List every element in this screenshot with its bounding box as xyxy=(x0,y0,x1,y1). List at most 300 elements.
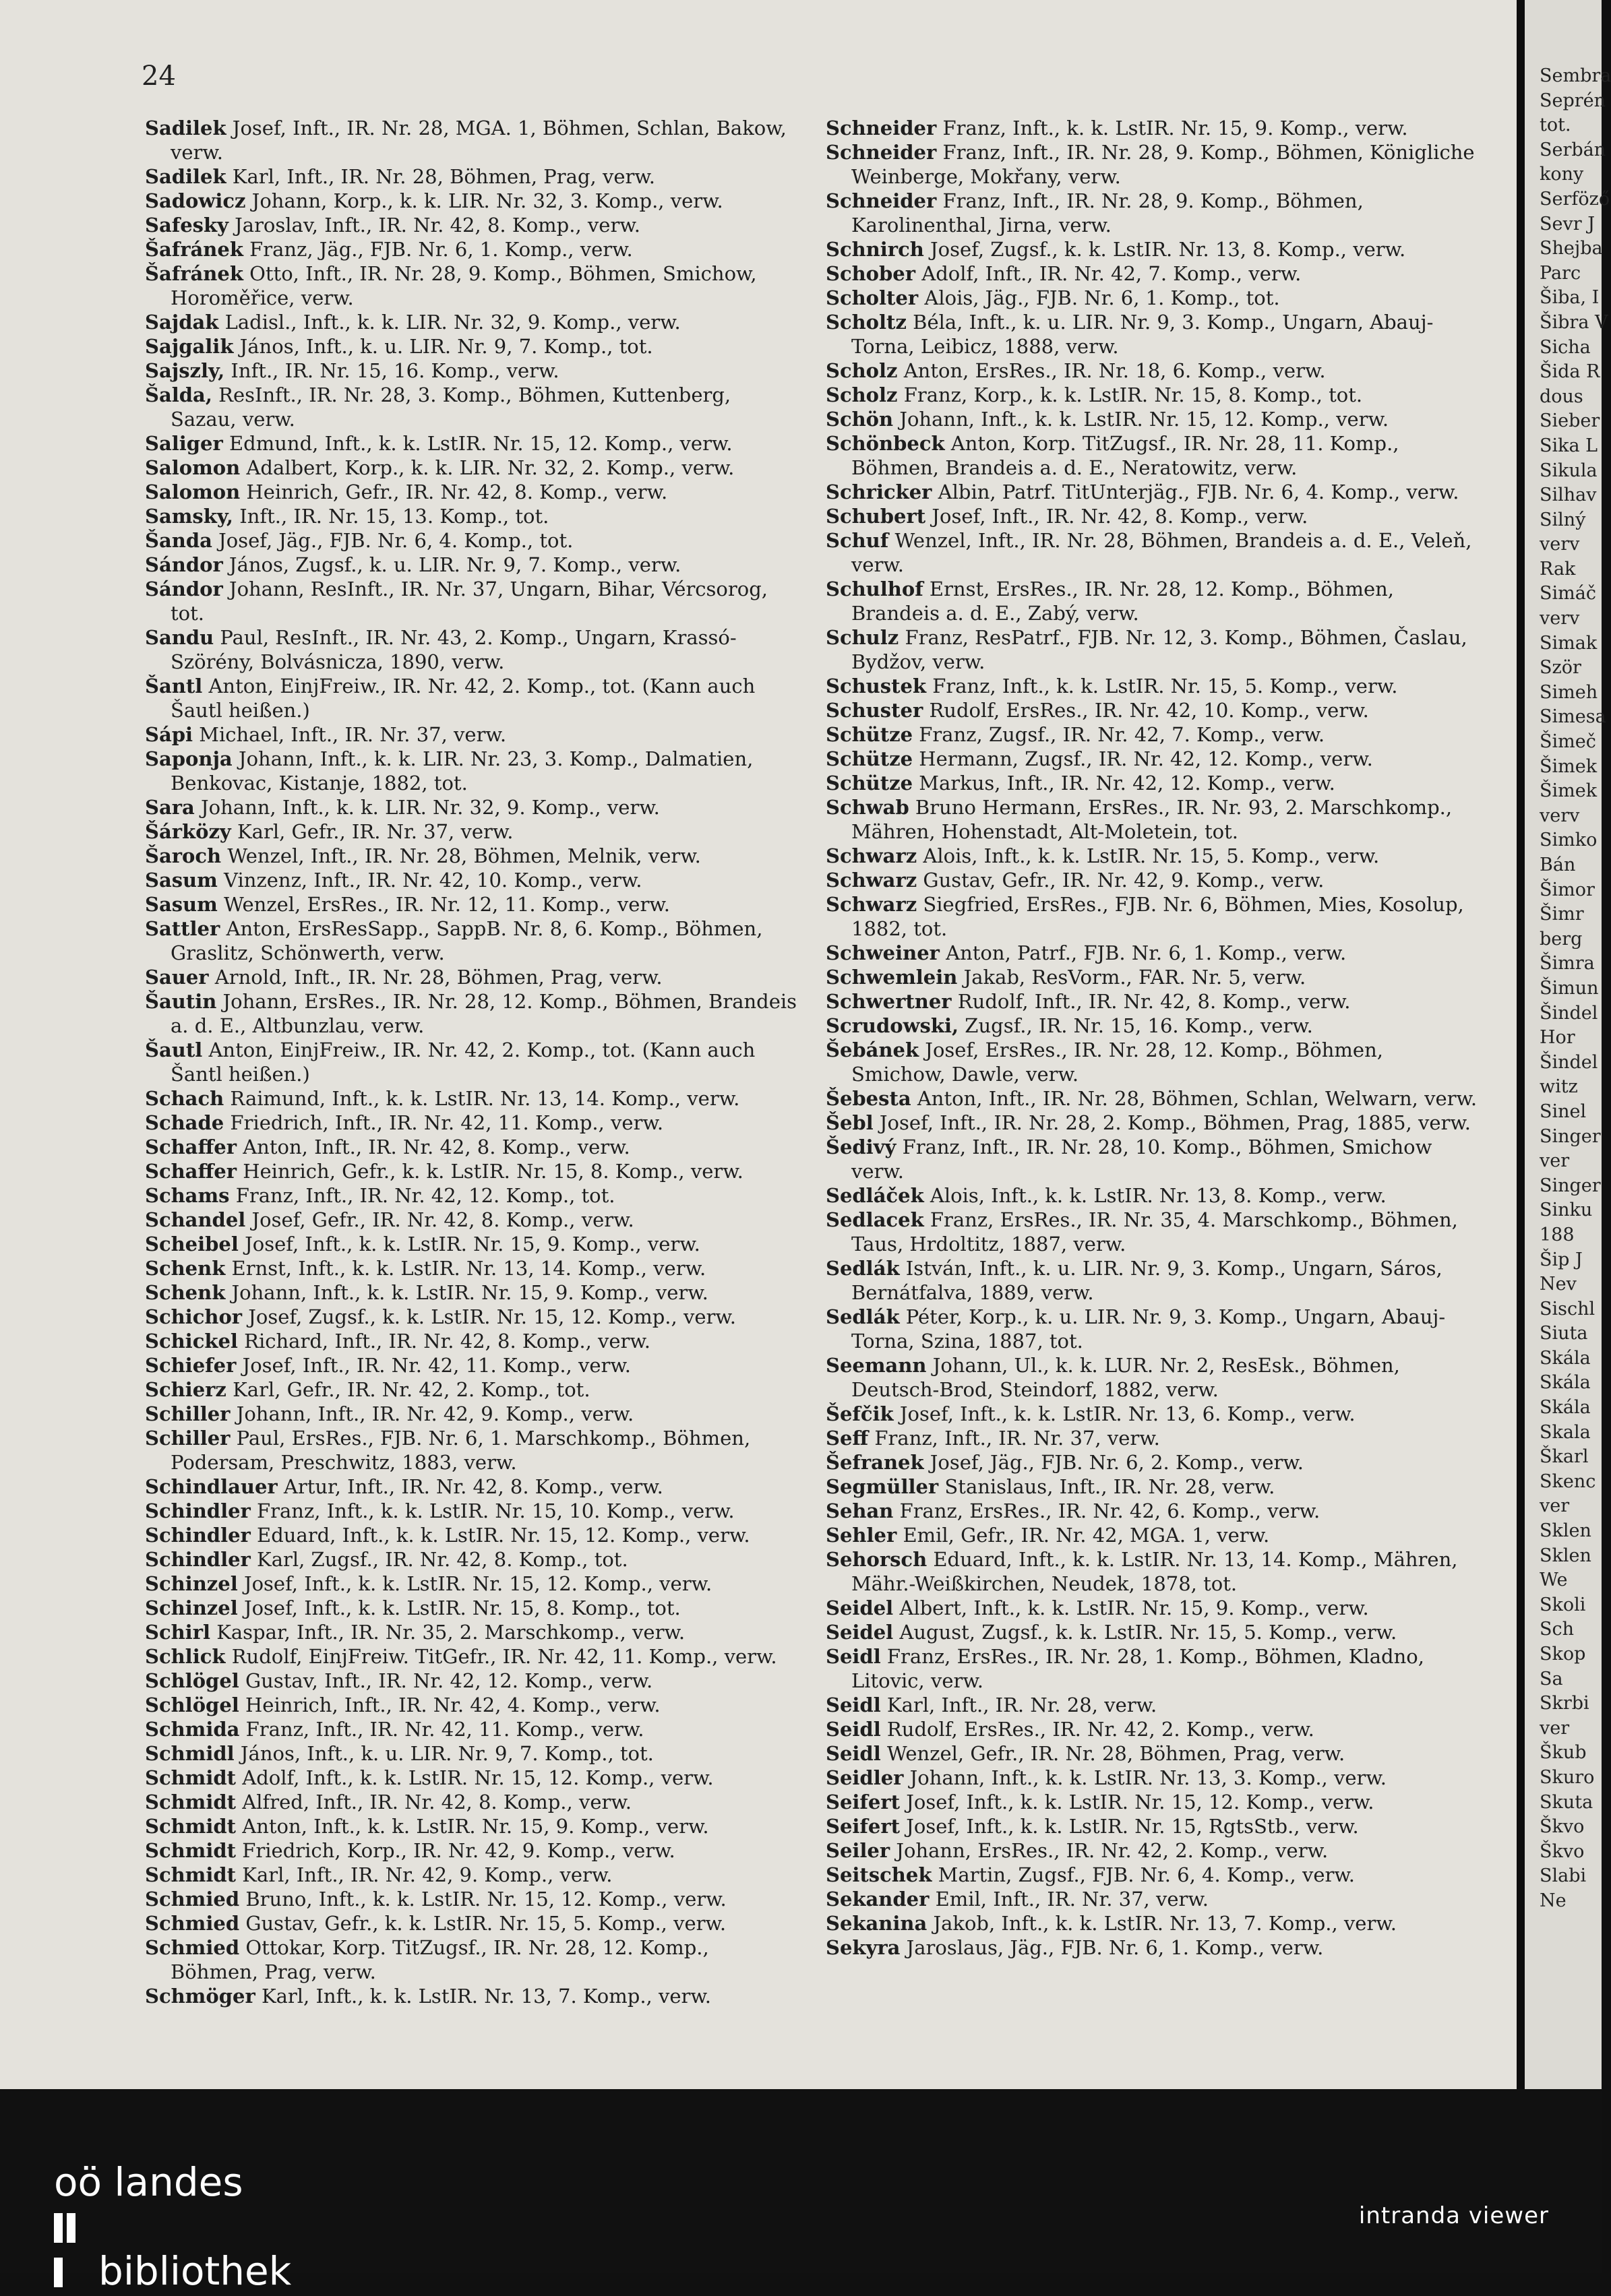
entry-surname: Sajgalik xyxy=(145,335,234,358)
logo-line-1: oö landes xyxy=(54,2159,243,2205)
entry-details: Heinrich, Inft., IR. Nr. 42, 4. Komp., verw. xyxy=(239,1694,661,1716)
entry-surname: Sehan xyxy=(826,1499,894,1522)
entry-details: Karl, Inft., k. k. LstIR. Nr. 13, 7. Komp., verw. xyxy=(255,1985,711,2008)
entry-details: Bruno, Inft., k. k. LstIR. Nr. 15, 12. Komp., verw. xyxy=(239,1888,727,1911)
list-entry xyxy=(145,625,799,674)
entry-surname: Seifert xyxy=(826,1791,901,1813)
entry-surname: Šafránek xyxy=(145,262,243,285)
entry-surname: Sajszly, xyxy=(145,359,225,382)
adjacent-page-fragment: Sch xyxy=(1540,1619,1575,1640)
entry-surname: Schulz xyxy=(826,626,899,649)
entry-surname: Scholz xyxy=(826,383,898,406)
entry-surname: Schneider xyxy=(826,189,937,212)
entry-details: Rudolf, ErsRes., IR. Nr. 42, 2. Komp., verw. xyxy=(880,1718,1314,1741)
list-entry xyxy=(826,1911,1480,1935)
entry-surname: Schmida xyxy=(145,1718,240,1741)
entry-surname: Schwertner xyxy=(826,990,952,1013)
list-entry xyxy=(145,1838,799,1863)
entry-surname: Sekanina xyxy=(826,1912,928,1935)
entry-details: Josef, Inft., k. k. LstIR. Nr. 15, 12. Komp., verw. xyxy=(900,1791,1374,1813)
entry-details: Jakab, ResVorm., FAR. Nr. 5, verw. xyxy=(957,966,1306,989)
list-entry xyxy=(145,989,799,1038)
viewer-label[interactable]: intranda viewer xyxy=(1358,2202,1549,2229)
entry-surname: Schütze xyxy=(826,747,913,770)
entry-details: Anton, EinjFreiw., IR. Nr. 42, 2. Komp., tot. (Kann auch Šantl heißen.) xyxy=(171,1038,756,1086)
list-entry xyxy=(145,334,799,359)
entry-surname: Scholz xyxy=(826,359,898,382)
entry-details: Wenzel, Gefr., IR. Nr. 28, Böhmen, Prag, verw. xyxy=(880,1742,1345,1765)
list-entry xyxy=(826,795,1480,844)
entry-details: Heinrich, Gefr., k. k. LstIR. Nr. 15, 8. Komp., verw. xyxy=(237,1160,743,1183)
adjacent-page-fragment: We xyxy=(1540,1570,1568,1591)
list-entry xyxy=(826,1717,1480,1741)
entry-surname: Schulhof xyxy=(826,578,923,600)
entry-surname: Schwemlein xyxy=(826,966,958,989)
adjacent-page-fragment: Skála xyxy=(1540,1372,1591,1394)
entry-surname: Schmidl xyxy=(145,1742,235,1765)
entry-details: Zugsf., IR. Nr. 15, 16. Komp., verw. xyxy=(959,1014,1313,1037)
list-entry xyxy=(826,237,1480,261)
entry-surname: Schams xyxy=(145,1184,230,1207)
entry-surname: Sattler xyxy=(145,917,220,940)
entry-surname: Schuf xyxy=(826,529,889,552)
adjacent-page-fragment: Skála xyxy=(1540,1347,1591,1369)
adjacent-page-fragment: Šibra V xyxy=(1540,311,1608,333)
list-entry xyxy=(145,480,799,504)
adjacent-page-fragment: Skoli xyxy=(1540,1594,1586,1615)
entry-details: Alois, Jäg., FJB. Nr. 6, 1. Komp., tot. xyxy=(918,286,1280,309)
list-entry xyxy=(145,504,799,528)
entry-details: Anton, Inft., IR. Nr. 28, Böhmen, Schlan, Welwarn, verw. xyxy=(911,1087,1478,1110)
list-entry xyxy=(826,1863,1480,1887)
adjacent-page-fragment: Siuta xyxy=(1540,1323,1588,1344)
list-entry xyxy=(826,1499,1480,1523)
list-entry xyxy=(826,625,1480,674)
adjacent-page-fragment: Šindel xyxy=(1540,1051,1598,1073)
entry-details: Adolf, Inft., k. k. LstIR. Nr. 15, 12. Komp., verw. xyxy=(236,1766,714,1789)
entry-details: János, Zugsf., k. u. LIR. Nr. 9, 7. Komp., verw. xyxy=(222,553,681,576)
adjacent-page-fragment: ver xyxy=(1540,1717,1570,1739)
adjacent-page-fragment: Sika L xyxy=(1540,435,1598,456)
entry-details: Anton, ErsResSapp., SappB. Nr. 8, 6. Komp., Böhmen, Graslitz, Schönwerth, verw. xyxy=(171,917,763,964)
list-entry xyxy=(145,553,799,577)
entry-details: Adalbert, Korp., k. k. LIR. Nr. 32, 2. Komp., verw. xyxy=(240,456,735,479)
adjacent-page-fragment: Škvo xyxy=(1540,1840,1585,1862)
entry-details: Karl, Inft., IR. Nr. 42, 9. Komp., verw. xyxy=(236,1863,613,1886)
adjacent-page-fragment: Sischl xyxy=(1540,1298,1595,1320)
entry-surname: Schmied xyxy=(145,1912,240,1935)
entry-details: Gustav, Gefr., IR. Nr. 42, 9. Komp., verw. xyxy=(917,869,1325,892)
entry-surname: Sara xyxy=(145,796,195,819)
adjacent-page-fragment: Šip J xyxy=(1540,1249,1583,1270)
entry-surname: Seff xyxy=(826,1427,869,1450)
list-entry xyxy=(145,1499,799,1523)
entry-details: Johann, ResInft., IR. Nr. 37, Ungarn, Bihar, Vércsorog, tot. xyxy=(171,578,768,625)
list-entry xyxy=(826,1766,1480,1790)
entry-details: Franz, Jäg., FJB. Nr. 6, 1. Komp., verw. xyxy=(243,238,633,261)
entry-surname: Sekander xyxy=(826,1888,930,1911)
list-entry xyxy=(826,310,1480,359)
list-entry xyxy=(145,1208,799,1232)
entry-details: Wenzel, Inft., IR. Nr. 28, Böhmen, Melnik, verw. xyxy=(221,844,701,867)
entry-surname: Sándor xyxy=(145,553,223,576)
entry-details: Karl, Inft., IR. Nr. 28, Böhmen, Prag, verw. xyxy=(226,165,655,188)
list-entry xyxy=(145,747,799,795)
list-entry xyxy=(145,359,799,383)
adjacent-page-fragment: Šimr xyxy=(1540,904,1584,925)
entry-surname: Schenk xyxy=(145,1281,226,1304)
adjacent-page-fragment: verv xyxy=(1540,805,1580,826)
adjacent-page-fragment: verv xyxy=(1540,608,1580,629)
entry-surname: Schlick xyxy=(145,1645,226,1668)
entry-details: János, Inft., k. u. LIR. Nr. 9, 7. Komp., tot. xyxy=(234,1742,654,1765)
entry-details: Karl, Gefr., IR. Nr. 37, verw. xyxy=(231,820,514,843)
entry-surname: Šantl xyxy=(145,675,203,697)
list-entry xyxy=(145,1475,799,1499)
entry-surname: Schickel xyxy=(145,1330,238,1353)
list-entry xyxy=(145,1596,799,1620)
entry-details: Friedrich, Korp., IR. Nr. 42, 9. Komp., verw. xyxy=(236,1839,675,1862)
adjacent-page-fragment: Silhav xyxy=(1540,485,1597,506)
list-entry xyxy=(826,1887,1480,1911)
list-entry xyxy=(826,1402,1480,1426)
adjacent-page-fragment: Singer xyxy=(1540,1175,1601,1196)
entry-details: Johann, Ul., k. k. LUR. Nr. 2, ResEsk., Böhmen, Deutsch-Brod, Steindorf, 1882, verw. xyxy=(851,1354,1400,1401)
entry-surname: Schmidt xyxy=(145,1766,237,1789)
entry-surname: Schmied xyxy=(145,1936,240,1959)
adjacent-page-fragment: Šimun xyxy=(1540,977,1599,999)
list-entry xyxy=(145,917,799,965)
entry-surname: Schwarz xyxy=(826,844,917,867)
entry-details: Josef, Inft., k. k. LstIR. Nr. 13, 6. Komp., verw. xyxy=(893,1402,1356,1425)
entry-details: Franz, Zugsf., IR. Nr. 42, 7. Komp., verw. xyxy=(913,723,1325,746)
list-entry xyxy=(145,237,799,261)
entry-details: Josef, Inft., IR. Nr. 42, 8. Komp., verw. xyxy=(925,505,1308,528)
adjacent-page-fragment: Sembra xyxy=(1540,65,1611,86)
list-entry xyxy=(145,844,799,868)
entry-details: Wenzel, ErsRes., IR. Nr. 12, 11. Komp., verw. xyxy=(217,893,670,916)
list-entry xyxy=(826,1111,1480,1135)
entry-details: Anton, ErsRes., IR. Nr. 18, 6. Komp., verw. xyxy=(897,359,1326,382)
entry-surname: Scholtz xyxy=(826,311,907,334)
list-entry xyxy=(826,1838,1480,1863)
adjacent-page-fragment: Šimeč xyxy=(1540,731,1596,753)
entry-details: Emil, Inft., IR. Nr. 37, verw. xyxy=(929,1888,1209,1911)
entry-details: Siegfried, ErsRes., FJB. Nr. 6, Böhmen, Mies, Kosolup, 1882, tot. xyxy=(851,893,1464,940)
entry-details: Anton, Inft., k. k. LstIR. Nr. 15, 9. Komp., verw. xyxy=(236,1815,709,1838)
adjacent-page-fragment: verv xyxy=(1540,534,1580,555)
entry-details: Josef, Gefr., IR. Nr. 42, 8. Komp., verw. xyxy=(245,1208,634,1231)
list-entry xyxy=(826,431,1480,480)
list-entry xyxy=(826,1741,1480,1766)
entry-surname: Šautin xyxy=(145,990,217,1013)
list-entry xyxy=(145,1523,799,1547)
adjacent-page-fragment: Skuro xyxy=(1540,1766,1595,1788)
entry-details: Bruno Hermann, ErsRes., IR. Nr. 93, 2. Marschkomp., Mähren, Hohenstadt, Alt-Moletein, tot. xyxy=(851,796,1453,843)
entry-details: Franz, Inft., k. k. LstIR. Nr. 15, 5. Komp., verw. xyxy=(926,675,1398,697)
adjacent-page-fragment: Bán xyxy=(1540,855,1576,875)
entry-details: Josef, Inft., k. k. LstIR. Nr. 15, 9. Komp., verw. xyxy=(238,1233,700,1255)
entry-surname: Scholter xyxy=(826,286,919,309)
entry-surname: Schmidt xyxy=(145,1863,237,1886)
entry-surname: Šautl xyxy=(145,1038,203,1061)
entry-details: Josef, Inft., IR. Nr. 42, 11. Komp., verw. xyxy=(236,1354,631,1377)
entry-details: Anton, Inft., IR. Nr. 42, 8. Komp., verw. xyxy=(237,1136,630,1158)
entry-details: Franz, ErsRes., IR. Nr. 28, 1. Komp., Böhmen, Kladno, Litovic, verw. xyxy=(851,1645,1424,1692)
entry-details: Anton, EinjFreiw., IR. Nr. 42, 2. Komp., tot. (Kann auch Šautl heißen.) xyxy=(171,675,756,722)
list-entry xyxy=(145,1717,799,1741)
list-entry xyxy=(826,1426,1480,1450)
list-entry xyxy=(145,164,799,189)
entry-details: August, Zugsf., k. k. LstIR. Nr. 15, 5. Komp., verw. xyxy=(893,1621,1397,1644)
list-entry xyxy=(145,1135,799,1159)
list-entry xyxy=(826,407,1480,431)
right-column xyxy=(826,116,1480,1960)
entry-details: Franz, Inft., IR. Nr. 28, 9. Komp., Böhmen, Karolinenthal, Jirna, verw. xyxy=(851,189,1364,237)
entry-surname: Schichor xyxy=(145,1305,243,1328)
entry-surname: Šaroch xyxy=(145,844,222,867)
list-entry xyxy=(826,868,1480,892)
adjacent-page-edge xyxy=(1525,0,1611,2089)
entry-surname: Schön xyxy=(826,408,894,431)
list-entry xyxy=(826,1523,1480,1547)
list-entry xyxy=(145,1038,799,1086)
entry-details: Eduard, Inft., k. k. LstIR. Nr. 13, 14. Komp., Mähren, Mähr.-Weißkirchen, Neudek, 1878, tot. xyxy=(851,1548,1458,1595)
entry-details: Johann, Korp., k. k. LIR. Nr. 32, 3. Komp., verw. xyxy=(245,189,723,212)
entry-surname: Sedláček xyxy=(826,1184,924,1207)
list-entry xyxy=(826,1135,1480,1183)
list-entry xyxy=(145,1814,799,1838)
entry-details: Rudolf, ErsRes., IR. Nr. 42, 10. Komp., verw. xyxy=(923,699,1369,722)
entry-surname: Schaffer xyxy=(145,1160,237,1183)
entry-details: Raimund, Inft., k. k. LstIR. Nr. 13, 14. Komp., verw. xyxy=(224,1087,740,1110)
entry-surname: Salomon xyxy=(145,480,241,503)
entry-details: Artur, Inft., IR. Nr. 42, 8. Komp., verw. xyxy=(277,1475,663,1498)
list-entry xyxy=(145,1329,799,1353)
entry-surname: Sadowicz xyxy=(145,189,246,212)
entry-details: Josef, Inft., IR. Nr. 28, 2. Komp., Böhmen, Prag, 1885, verw. xyxy=(873,1111,1471,1134)
list-entry xyxy=(145,868,799,892)
list-entry xyxy=(826,1693,1480,1717)
adjacent-page-fragment: Simeh xyxy=(1540,681,1598,703)
list-entry xyxy=(145,1863,799,1887)
entry-details: Johann, Inft., k. k. LstIR. Nr. 15, 12. Komp., verw. xyxy=(893,408,1389,431)
entry-surname: Schütze xyxy=(826,723,913,746)
entry-surname: Samsky, xyxy=(145,505,234,528)
entry-surname: Salomon xyxy=(145,456,241,479)
adjacent-page-fragment: Skala xyxy=(1540,1421,1591,1443)
list-entry xyxy=(826,286,1480,310)
list-entry xyxy=(145,722,799,747)
entry-surname: Seidl xyxy=(826,1694,881,1716)
list-entry xyxy=(145,1402,799,1426)
entry-details: Josef, Inft., k. k. LstIR. Nr. 15, 12. Komp., verw. xyxy=(237,1572,712,1595)
adjacent-page-fragment: Sa xyxy=(1540,1668,1563,1689)
adjacent-page-fragment: Šimek xyxy=(1540,755,1598,777)
entry-surname: Sandu xyxy=(145,626,214,649)
list-entry xyxy=(145,795,799,819)
list-entry xyxy=(826,1620,1480,1644)
adjacent-page-fragment: Serföző xyxy=(1540,188,1610,210)
list-entry xyxy=(826,1475,1480,1499)
entry-surname: Schönbeck xyxy=(826,432,945,455)
entry-surname: Schlögel xyxy=(145,1694,239,1716)
entry-surname: Schnirch xyxy=(826,238,924,261)
entry-surname: Sándor xyxy=(145,578,223,600)
list-entry xyxy=(145,1644,799,1669)
entry-details: Franz, ErsRes., IR. Nr. 42, 6. Komp., verw. xyxy=(893,1499,1320,1522)
entry-surname: Schinzel xyxy=(145,1596,238,1619)
logo-bars-icon xyxy=(54,2207,92,2237)
entry-details: Franz, Inft., IR. Nr. 37, verw. xyxy=(868,1427,1160,1450)
entry-details: Karl, Inft., IR. Nr. 28, verw. xyxy=(880,1694,1157,1716)
list-entry xyxy=(145,1305,799,1329)
list-entry xyxy=(145,1887,799,1911)
entry-details: Ernst, ErsRes., IR. Nr. 28, 12. Komp., Böhmen, Brandeis a. d. E., Zabý, verw. xyxy=(851,578,1395,625)
entry-details: Jakob, Inft., k. k. LstIR. Nr. 13, 7. Komp., verw. xyxy=(927,1912,1397,1935)
entry-details: Albert, Inft., k. k. LstIR. Nr. 15, 9. Komp., verw. xyxy=(893,1596,1369,1619)
list-entry xyxy=(826,941,1480,965)
entry-details: Johann, ErsRes., IR. Nr. 42, 2. Komp., verw. xyxy=(890,1839,1329,1862)
entry-surname: Schütze xyxy=(826,772,913,795)
adjacent-page-fragment: Šimra xyxy=(1540,953,1595,974)
entry-surname: Schaffer xyxy=(145,1136,237,1158)
adjacent-page-fragment: Nev xyxy=(1540,1274,1577,1295)
entry-details: Karl, Zugsf., IR. Nr. 42, 8. Komp., tot. xyxy=(250,1548,628,1571)
adjacent-page-fragment: Šida R xyxy=(1540,361,1600,383)
entry-details: Franz, Inft., IR. Nr. 28, 9. Komp., Böhmen, Königliche Weinberge, Mokřany, verw. xyxy=(851,141,1475,188)
adjacent-page-fragment: Serbán xyxy=(1540,139,1606,160)
list-entry xyxy=(145,1693,799,1717)
entry-surname: Šebl xyxy=(826,1111,874,1134)
entry-surname: Seitschek xyxy=(826,1863,932,1886)
adjacent-page-fragment: ver xyxy=(1540,1495,1570,1517)
entry-details: Franz, ResPatrf., FJB. Nr. 12, 3. Komp., Böhmen, Časlau, Bydžov, verw. xyxy=(851,626,1467,673)
entry-surname: Šanda xyxy=(145,529,212,552)
adjacent-page-fragment: Seprén xyxy=(1540,90,1606,111)
list-entry xyxy=(826,892,1480,941)
entry-details: Eduard, Inft., k. k. LstIR. Nr. 15, 12. Komp., verw. xyxy=(250,1524,750,1547)
list-entry xyxy=(826,1935,1480,1960)
entry-details: Johann, Inft., IR. Nr. 42, 9. Komp., verw. xyxy=(230,1402,634,1425)
entry-details: Franz, ErsRes., IR. Nr. 35, 4. Marschkomp., Böhmen, Taus, Hrdoltitz, 1887, verw. xyxy=(851,1208,1458,1255)
entry-details: Wenzel, Inft., IR. Nr. 28, Böhmen, Brandeis a. d. E., Veleň, verw. xyxy=(851,529,1472,576)
list-entry xyxy=(826,1790,1480,1814)
list-entry xyxy=(826,1596,1480,1620)
list-entry xyxy=(145,1426,799,1475)
list-entry xyxy=(826,189,1480,237)
entry-surname: Schmidt xyxy=(145,1839,237,1862)
entry-details: Vinzenz, Inft., IR. Nr. 42, 10. Komp., verw. xyxy=(217,869,642,892)
entry-details: Franz, Inft., k. k. LstIR. Nr. 15, 9. Komp., verw. xyxy=(936,117,1408,139)
list-entry xyxy=(826,722,1480,747)
entry-details: Edmund, Inft., k. k. LstIR. Nr. 15, 12. Komp., verw. xyxy=(222,432,733,455)
entry-surname: Scheibel xyxy=(145,1233,239,1255)
entry-details: Johann, Inft., k. k. LstIR. Nr. 15, 9. Komp., verw. xyxy=(225,1281,708,1304)
entry-details: Josef, Jäg., FJB. Nr. 6, 4. Komp., tot. xyxy=(212,529,574,552)
list-entry xyxy=(145,1790,799,1814)
adjacent-page-fragment: ver xyxy=(1540,1150,1570,1172)
entry-surname: Šefranek xyxy=(826,1451,924,1474)
entry-details: Anton, Patrf., FJB. Nr. 6, 1. Komp., verw. xyxy=(939,941,1347,964)
list-entry xyxy=(826,528,1480,577)
list-entry xyxy=(826,747,1480,771)
adjacent-page-fragment: tot. xyxy=(1540,115,1571,136)
entry-surname: Seidl xyxy=(826,1645,881,1668)
entry-details: Alfred, Inft., IR. Nr. 42, 8. Komp., verw. xyxy=(236,1791,632,1813)
left-column xyxy=(145,116,799,2008)
entry-surname: Saliger xyxy=(145,432,223,455)
adjacent-page-fragment: Šindel xyxy=(1540,1002,1598,1024)
entry-details: János, Inft., k. u. LIR. Nr. 9, 7. Komp., tot. xyxy=(233,335,653,358)
entry-surname: Schwarz xyxy=(826,893,917,916)
list-entry xyxy=(826,965,1480,989)
adjacent-page-fragment: 188 xyxy=(1540,1224,1575,1245)
list-entry xyxy=(826,261,1480,286)
list-entry xyxy=(145,1232,799,1256)
list-entry xyxy=(145,431,799,456)
adjacent-page-fragment: Simak xyxy=(1540,632,1598,654)
adjacent-page-fragment: Sicha xyxy=(1540,336,1591,358)
entry-surname: Sedlák xyxy=(826,1257,900,1280)
entry-surname: Schwarz xyxy=(826,869,917,892)
entry-details: Alois, Inft., k. k. LstIR. Nr. 13, 8. Komp., verw. xyxy=(923,1184,1387,1207)
list-entry xyxy=(826,1038,1480,1086)
entry-surname: Schierz xyxy=(145,1378,226,1401)
entry-surname: Schneider xyxy=(826,117,937,139)
entry-surname: Schindler xyxy=(145,1524,251,1547)
page-number: 24 xyxy=(142,61,176,92)
list-entry xyxy=(145,261,799,310)
entry-surname: Schiller xyxy=(145,1402,231,1425)
entry-surname: Saponja xyxy=(145,747,233,770)
entry-details: Josef, Inft., k. k. LstIR. Nr. 15, 8. Komp., tot. xyxy=(237,1596,681,1619)
entry-surname: Schmidt xyxy=(145,1791,237,1813)
entry-details: Paul, ErsRes., FJB. Nr. 6, 1. Marschkomp., Böhmen, Podersam, Preschwitz, 1883, verw. xyxy=(171,1427,751,1474)
entry-surname: Schiller xyxy=(145,1427,231,1450)
entry-details: Anton, Korp. TitZugsf., IR. Nr. 28, 11. Komp., Böhmen, Brandeis a. d. E., Neratowitz, verw. xyxy=(851,432,1399,479)
entry-details: Ernst, Inft., k. k. LstIR. Nr. 13, 14. Komp., verw. xyxy=(225,1257,706,1280)
entry-surname: Schinzel xyxy=(145,1572,238,1595)
entry-surname: Schach xyxy=(145,1087,224,1110)
entry-surname: Schiefer xyxy=(145,1354,237,1377)
adjacent-page-fragment: Škvo xyxy=(1540,1816,1585,1838)
list-entry xyxy=(145,674,799,722)
entry-surname: Schmöger xyxy=(145,1985,255,2008)
entry-details: Stanislaus, Inft., IR. Nr. 28, verw. xyxy=(938,1475,1275,1498)
list-entry xyxy=(826,1208,1480,1256)
list-entry xyxy=(826,480,1480,504)
list-entry xyxy=(826,1353,1480,1402)
adjacent-page-fragment: Parc xyxy=(1540,262,1581,284)
adjacent-page-fragment: berg xyxy=(1540,928,1583,950)
adjacent-page-fragment: Skop xyxy=(1540,1644,1586,1665)
list-entry xyxy=(826,1014,1480,1038)
entry-surname: Šebesta xyxy=(826,1087,911,1110)
entry-surname: Schmied xyxy=(145,1888,240,1911)
list-entry xyxy=(145,456,799,480)
entry-surname: Šafránek xyxy=(145,238,243,261)
entry-details: Johann, ErsRes., IR. Nr. 28, 12. Komp., Böhmen, Brandeis a. d. E., Altbunzlau, verw. xyxy=(171,990,797,1037)
entry-details: Josef, Zugsf., k. k. LstIR. Nr. 13, 8. Komp., verw. xyxy=(923,238,1406,261)
adjacent-page-fragment: Skála xyxy=(1540,1397,1591,1419)
entry-details: Inft., IR. Nr. 15, 16. Komp., verw. xyxy=(224,359,559,382)
entry-details: Franz, Inft., IR. Nr. 42, 12. Komp., tot. xyxy=(229,1184,615,1207)
entry-details: Johann, Inft., k. k. LIR. Nr. 32, 9. Komp., verw. xyxy=(194,796,660,819)
library-logo xyxy=(54,2160,291,2293)
entry-surname: Sápi xyxy=(145,723,193,746)
list-entry xyxy=(826,359,1480,383)
